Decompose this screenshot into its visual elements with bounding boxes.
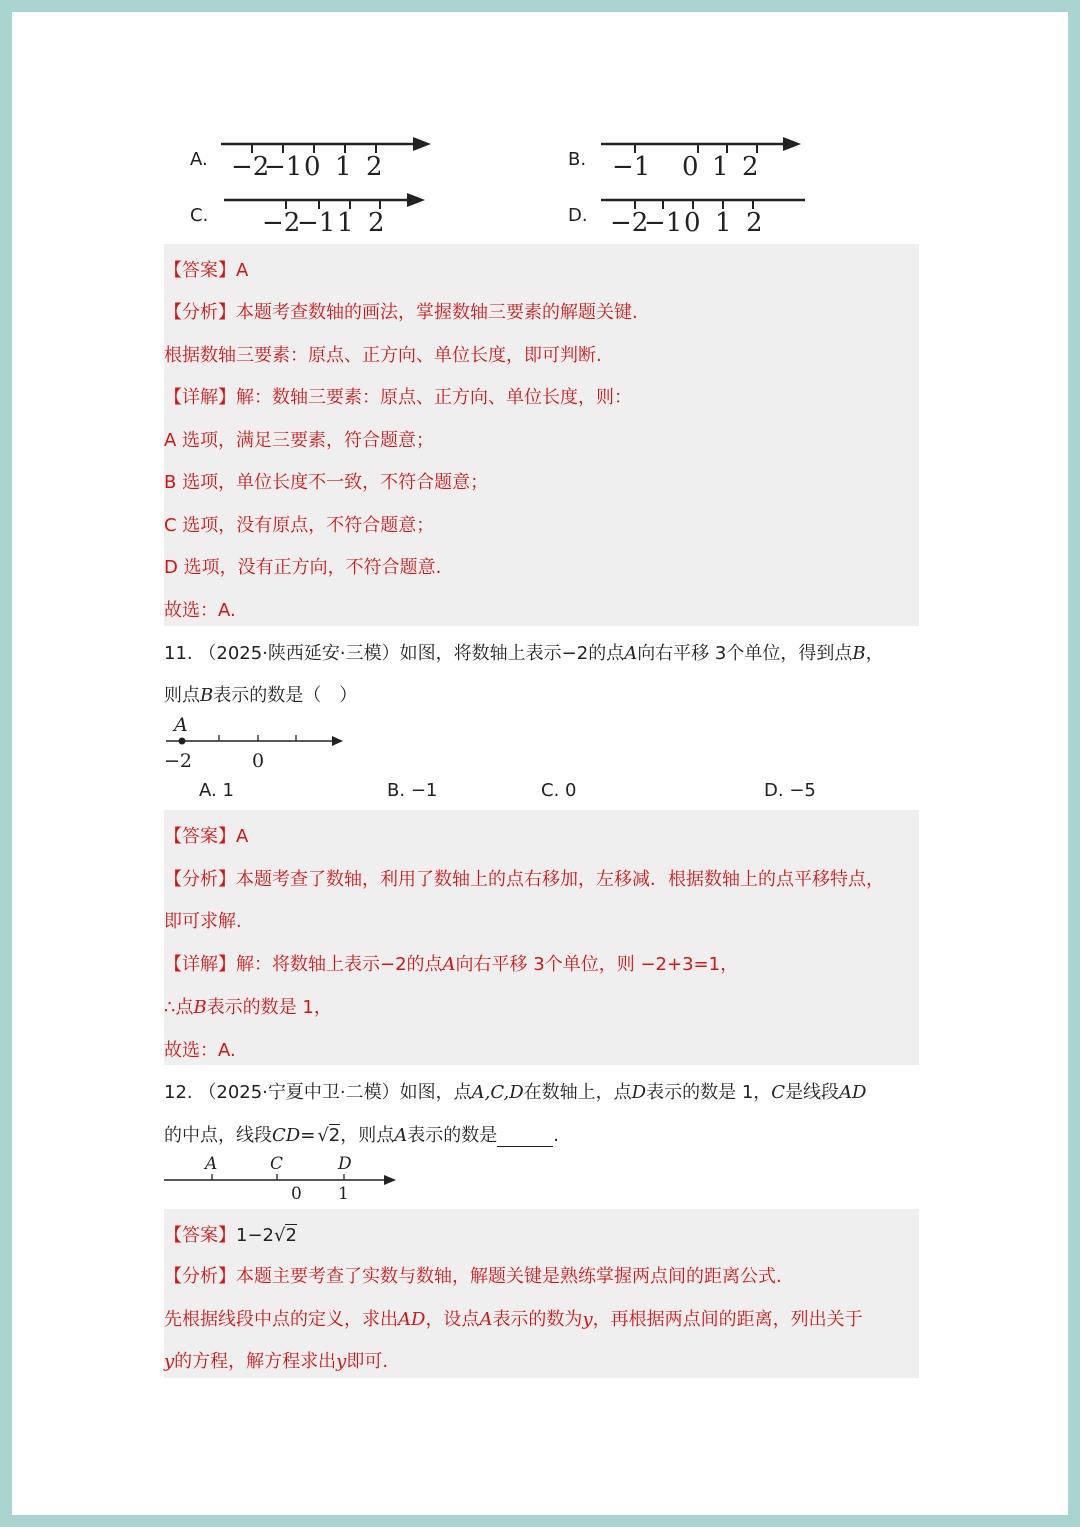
q11-stem-line-1: 11. （2025·陕西延安·三模）如图，将数轴上表示−2的点A向右平移 3个单位，得到点B， (164, 643, 884, 664)
q11-solution-box (164, 810, 919, 1065)
option-letter: B. (568, 149, 587, 170)
q10-answer: 【答案】A (164, 260, 249, 281)
tick-label: 2 (366, 152, 383, 182)
q12-analysis-3: y的方程，解方程求出y即可. (164, 1351, 389, 1372)
q10-detail: 【详解】解：数轴三要素：原点、正方向、单位长度，则： (164, 387, 632, 408)
q10-detail-line: A 选项，满足三要素，符合题意； (164, 430, 435, 451)
q11-choice-c[interactable]: C. 0 (541, 780, 577, 801)
q11-analysis-2: 即可求解. (164, 911, 242, 932)
option-letter: C. (190, 205, 209, 226)
q10-analysis: 【分析】本题考查数轴的画法，掌握数轴三要素的解题关键. (164, 302, 638, 323)
tick-label: −1 (644, 208, 683, 238)
q12-stem-line-1: 12. （2025·宁夏中卫·二模）如图，点A,C,D在数轴上，点D表示的数是 1，C是线段AD (164, 1082, 867, 1103)
q11-detail: 【详解】解：将数轴上表示−2的点A向右平移 3个单位，则 −2+3=1， (164, 954, 739, 975)
point-label-a: A (205, 1154, 218, 1174)
tick-label: 2 (368, 208, 385, 238)
point-label-d: D (338, 1154, 352, 1174)
q11-analysis: 【分析】本题考查了数轴，利用了数轴上的点右移加，左移减．根据数轴上的点平移特点， (164, 869, 884, 890)
tick-label: 0 (684, 208, 701, 238)
option-letter: D. (568, 205, 588, 226)
tick-label: 1 (337, 208, 354, 238)
sqrt-sign: √ (317, 1125, 329, 1146)
tick-label: −2 (610, 208, 649, 238)
q11-choice-d[interactable]: D. −5 (764, 780, 816, 801)
tick-label: 0 (682, 152, 699, 182)
q10-conclusion: 故选：A. (164, 600, 236, 621)
q11-therefore: ∴点B表示的数是 1， (164, 997, 332, 1018)
tick-label: −1 (264, 152, 303, 182)
tick-label: 1 (715, 208, 732, 238)
q10-detail-line: B 选项，单位长度不一致，不符合题意； (164, 472, 489, 493)
q12-answer: 【答案】1−2√2 (164, 1225, 297, 1246)
q11-stem-line-2: 则点B表示的数是（ ） (164, 685, 358, 706)
tick-label: −1 (297, 208, 336, 238)
q10-detail-line: D 选项，没有正方向，不符合题意. (164, 557, 442, 578)
sqrt-sign: √ (274, 1225, 286, 1246)
q12-stem-line-2: 的中点，线段CD= √2，则点A表示的数是 . (164, 1125, 559, 1146)
tick-label: 2 (742, 152, 759, 182)
q11-conclusion: 故选：A. (164, 1040, 236, 1061)
tick-label: 1 (712, 152, 729, 182)
tick-label: 1 (338, 1184, 349, 1204)
tick-label: 0 (252, 750, 265, 772)
tick-label: −1 (612, 152, 651, 182)
q11-choice-b[interactable]: B. −1 (387, 780, 438, 801)
q11-answer: 【答案】A (164, 826, 249, 847)
tick-label: −2 (231, 152, 270, 182)
q11-point-label: A (174, 714, 188, 736)
q11-choice-a[interactable]: A. 1 (199, 780, 234, 801)
q12-analysis: 【分析】本题主要考查了实数与数轴，解题关键是熟练掌握两点间的距离公式. (164, 1266, 782, 1287)
tick-label: 2 (746, 208, 763, 238)
q10-detail-line: C 选项，没有原点，不符合题意； (164, 515, 435, 536)
point-label-c: C (270, 1154, 284, 1174)
tick-label: −2 (262, 208, 301, 238)
document-page (12, 12, 1068, 1515)
option-letter: A. (190, 149, 208, 170)
q12-number-line (164, 1172, 404, 1190)
tick-label: 0 (291, 1184, 302, 1204)
q12-analysis-2: 先根据线段中点的定义，求出AD，设点A表示的数为y，再根据两点间的距离，列出关于 (164, 1309, 863, 1330)
tick-label: 1 (335, 152, 352, 182)
tick-label: −2 (164, 750, 193, 772)
tick-label: 0 (304, 152, 321, 182)
q10-analysis-2: 根据数轴三要素：原点、正方向、单位长度，即可判断. (164, 345, 602, 366)
answer-blank[interactable] (497, 1128, 553, 1147)
